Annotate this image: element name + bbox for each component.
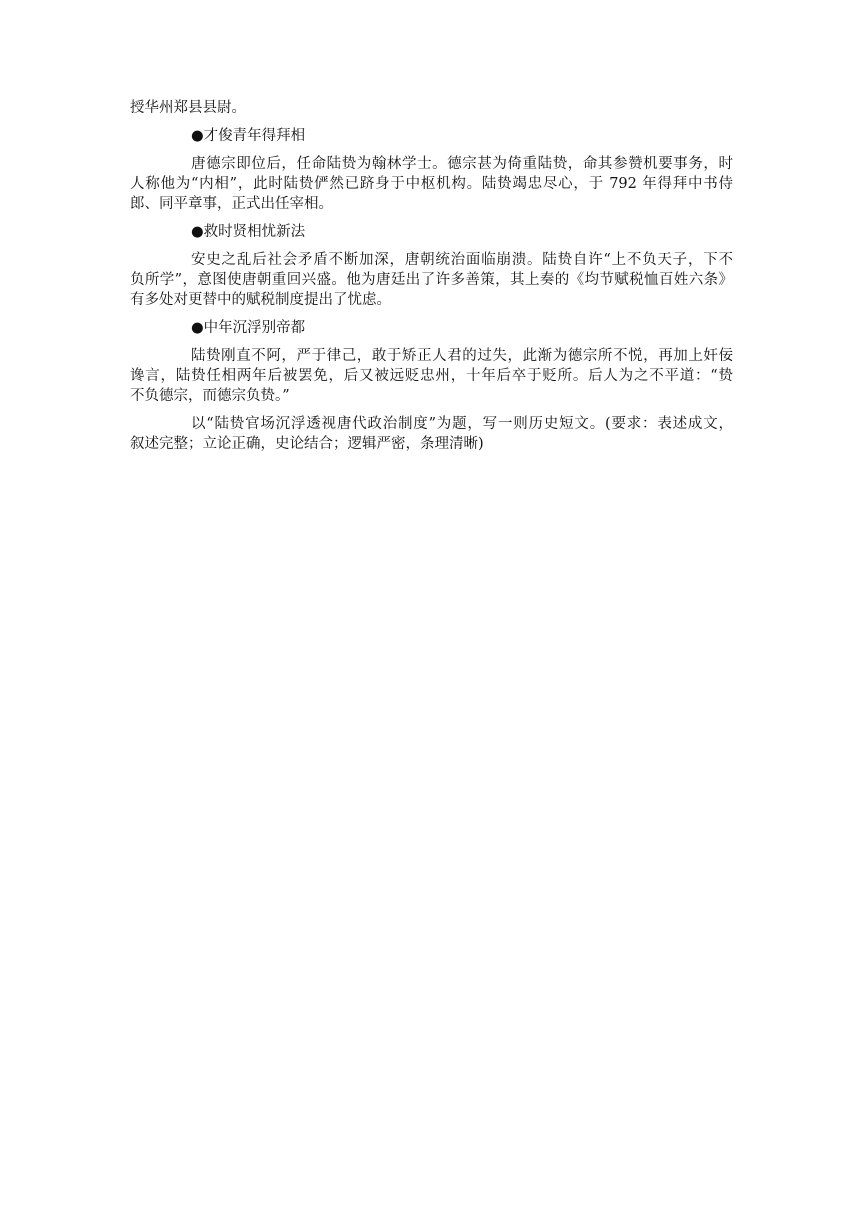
section-paragraph	[130, 154, 733, 214]
paragraph-line: 负所学”，意图使唐朝重回兴盛。他为唐廷出了许多善策，其上奏的《均节赋税恤百姓六条》	[130, 272, 733, 288]
section-3	[130, 318, 733, 406]
section-1	[130, 126, 733, 214]
task-line: 叙述完整；立论正确，史论结合；逻辑严密，条理清晰)	[130, 436, 484, 452]
paragraph-line: 有多处对更替中的赋税制度提出了忧虑。	[130, 292, 391, 308]
section-2	[130, 222, 733, 310]
section-heading: ●救时贤相忧新法	[191, 224, 306, 240]
paragraph-line: 不负德宗，而德宗负贽。”	[130, 388, 290, 404]
paragraph-line: 陆贽刚直不阿，严于律己，敢于矫正人君的过失，此渐为德宗所不悦，再加上奸佞	[191, 348, 733, 364]
paragraph-line: 唐德宗即位后，任命陆贽为翰林学士。德宗甚为倚重陆贽，命其参赞机要事务，时	[191, 156, 733, 172]
task-line: 以“陆贽官场沉浮透视唐代政治制度”为题，写一则历史短文。(要求：表述成文，	[191, 416, 733, 432]
section-heading: ●才俊青年得拜相	[191, 128, 306, 144]
section-heading: ●中年沉浮别帝都	[191, 320, 306, 336]
paragraph-line: 谗言，陆贽任相两年后被罢免，后又被远贬忠州，十年后卒于贬所。后人为之不平道：“贽	[130, 368, 733, 384]
section-paragraph	[130, 250, 733, 310]
paragraph-line: 安史之乱后社会矛盾不断加深，唐朝统治面临崩溃。陆贽自许“上不负天子，下不	[191, 252, 733, 268]
opening-line: 授华州郑县县尉。	[130, 100, 246, 116]
task-instructions	[130, 414, 733, 454]
paragraph-line: 郎、同平章事，正式出任宰相。	[130, 196, 333, 212]
section-paragraph	[130, 346, 733, 406]
document-page	[130, 98, 733, 454]
paragraph-line: 人称他为“内相”，此时陆贽俨然已跻身于中枢机构。陆贽竭忠尽心，于 792 年得拜中书侍	[130, 176, 733, 192]
